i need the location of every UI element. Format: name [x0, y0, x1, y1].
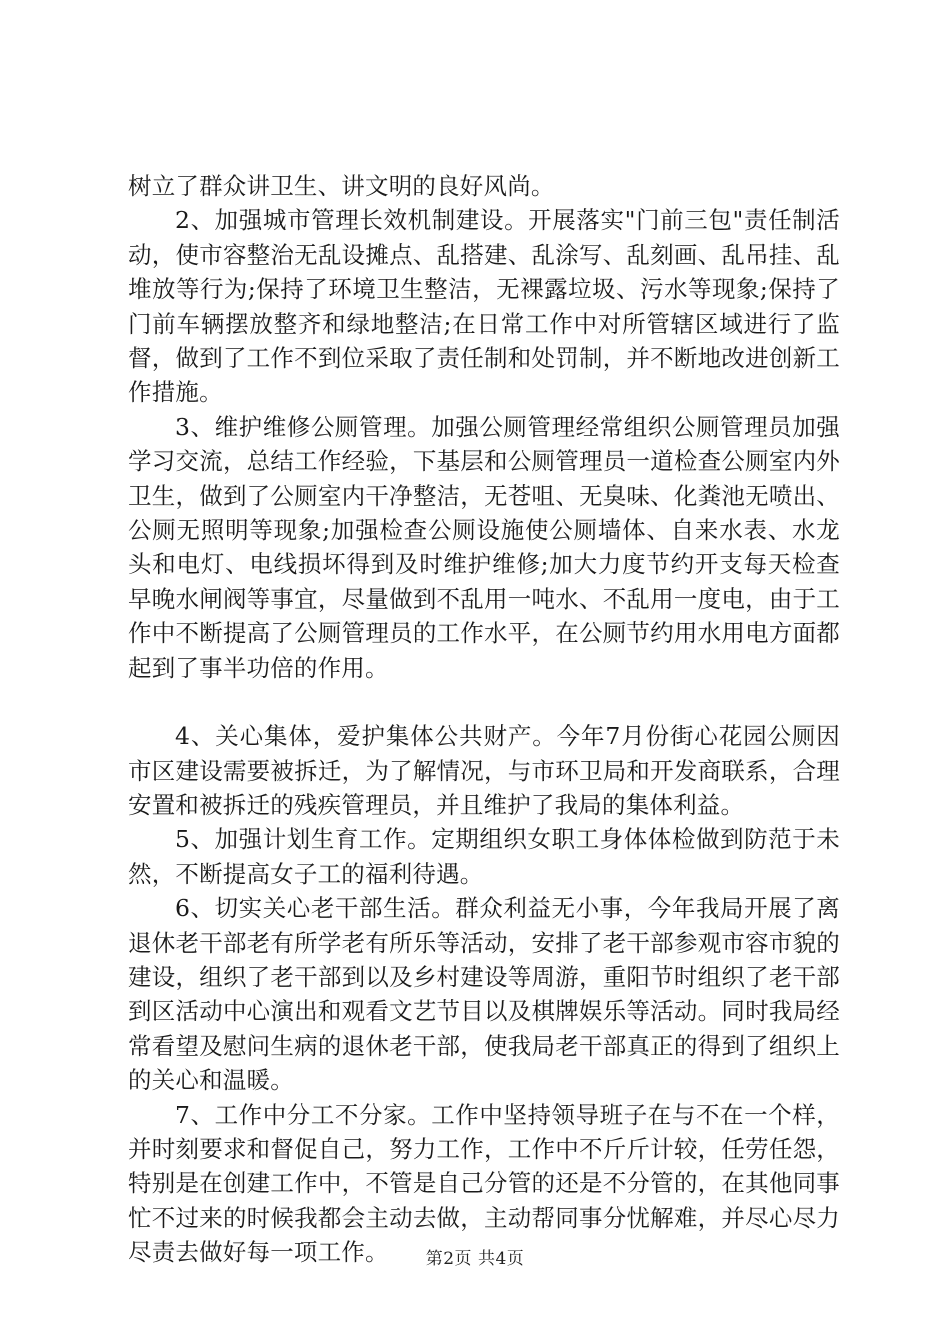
paragraph-item-6: 6、切实关心老干部生活。群众利益无小事，今年我局开展了离退休老干部老有所学老有所乐等活动，安排了老干部参观市容市貌的建设，组织了老干部到以及乡村建设等周游，重阳节时组织了老干部到区活动中心演出和观看文艺节目以及棋牌娱乐等活动。同时我局经常看望及慰问生病的退休老干部，使我局老干部真正的得到了组织上的关心和温暖。	[128, 894, 840, 1095]
paragraph-item-4: 4、关心集体，爱护集体公共财产。今年7月份街心花园公厕因市区建设需要被拆迁，为了解情况，与市环卫局和开发商联系，合理安置和被拆迁的残疾管理员，并且维护了我局的集体利益。	[128, 722, 840, 819]
page-footer	[0, 1244, 950, 1269]
paragraph-item-2: 2、加强城市管理长效机制建设。开展落实"门前三包"责任制活动，使市容整治无乱设摊点、乱搭建、乱涂写、乱刻画、乱吊挂、乱堆放等行为;保持了环境卫生整洁，无裸露垃圾、污水等现象;保持了门前车辆摆放整齐和绿地整洁;在日常工作中对所管辖区域进行了监督，做到了工作不到位采取了责任制和处罚制，并不断地改进创新工作措施。	[128, 206, 840, 407]
document-body	[128, 169, 840, 1270]
paragraph-item-3: 3、维护维修公厕管理。加强公厕管理经常组织公厕管理员加强学习交流，总结工作经验，下基层和公厕管理员一道检查公厕室内外卫生，做到了公厕室内干净整洁，无苍咀、无臭味、化粪池无喷出、公厕无照明等现象;加强检查公厕设施使公厕墙体、自来水表、水龙头和电灯、电线损坏得到及时维护维修;加大力度节约开支每天检查早晚水闸阀等事宜，尽量做到不乱用一吨水、不乱用一度电，由于工作中不断提高了公厕管理员的工作水平，在公厕节约用水用电方面都起到了事半功倍的作用。	[128, 412, 840, 682]
page-number: 第2页	[425, 1249, 473, 1269]
paragraph-continuation: 树立了群众讲卫生、讲文明的良好风尚。	[128, 172, 555, 200]
paragraph-gap	[128, 685, 840, 719]
paragraph-item-7: 7、工作中分工不分家。工作中坚持领导班子在与不在一个样，并时刻要求和督促自己，努力工作，工作中不斤斤计较，任劳任怨，特别是在创建工作中，不管是自己分管的还是不分管的，在其他同事忙不过来的时候我都会主动去做，主动帮同事分忧解难，并尽心尽力尽责去做好每一项工作。	[128, 1100, 840, 1267]
page-total: 共4页	[477, 1249, 525, 1269]
paragraph-item-5: 5、加强计划生育工作。定期组织女职工身体体检做到防范于未然，不断提高女子工的福利待遇。	[128, 825, 840, 888]
